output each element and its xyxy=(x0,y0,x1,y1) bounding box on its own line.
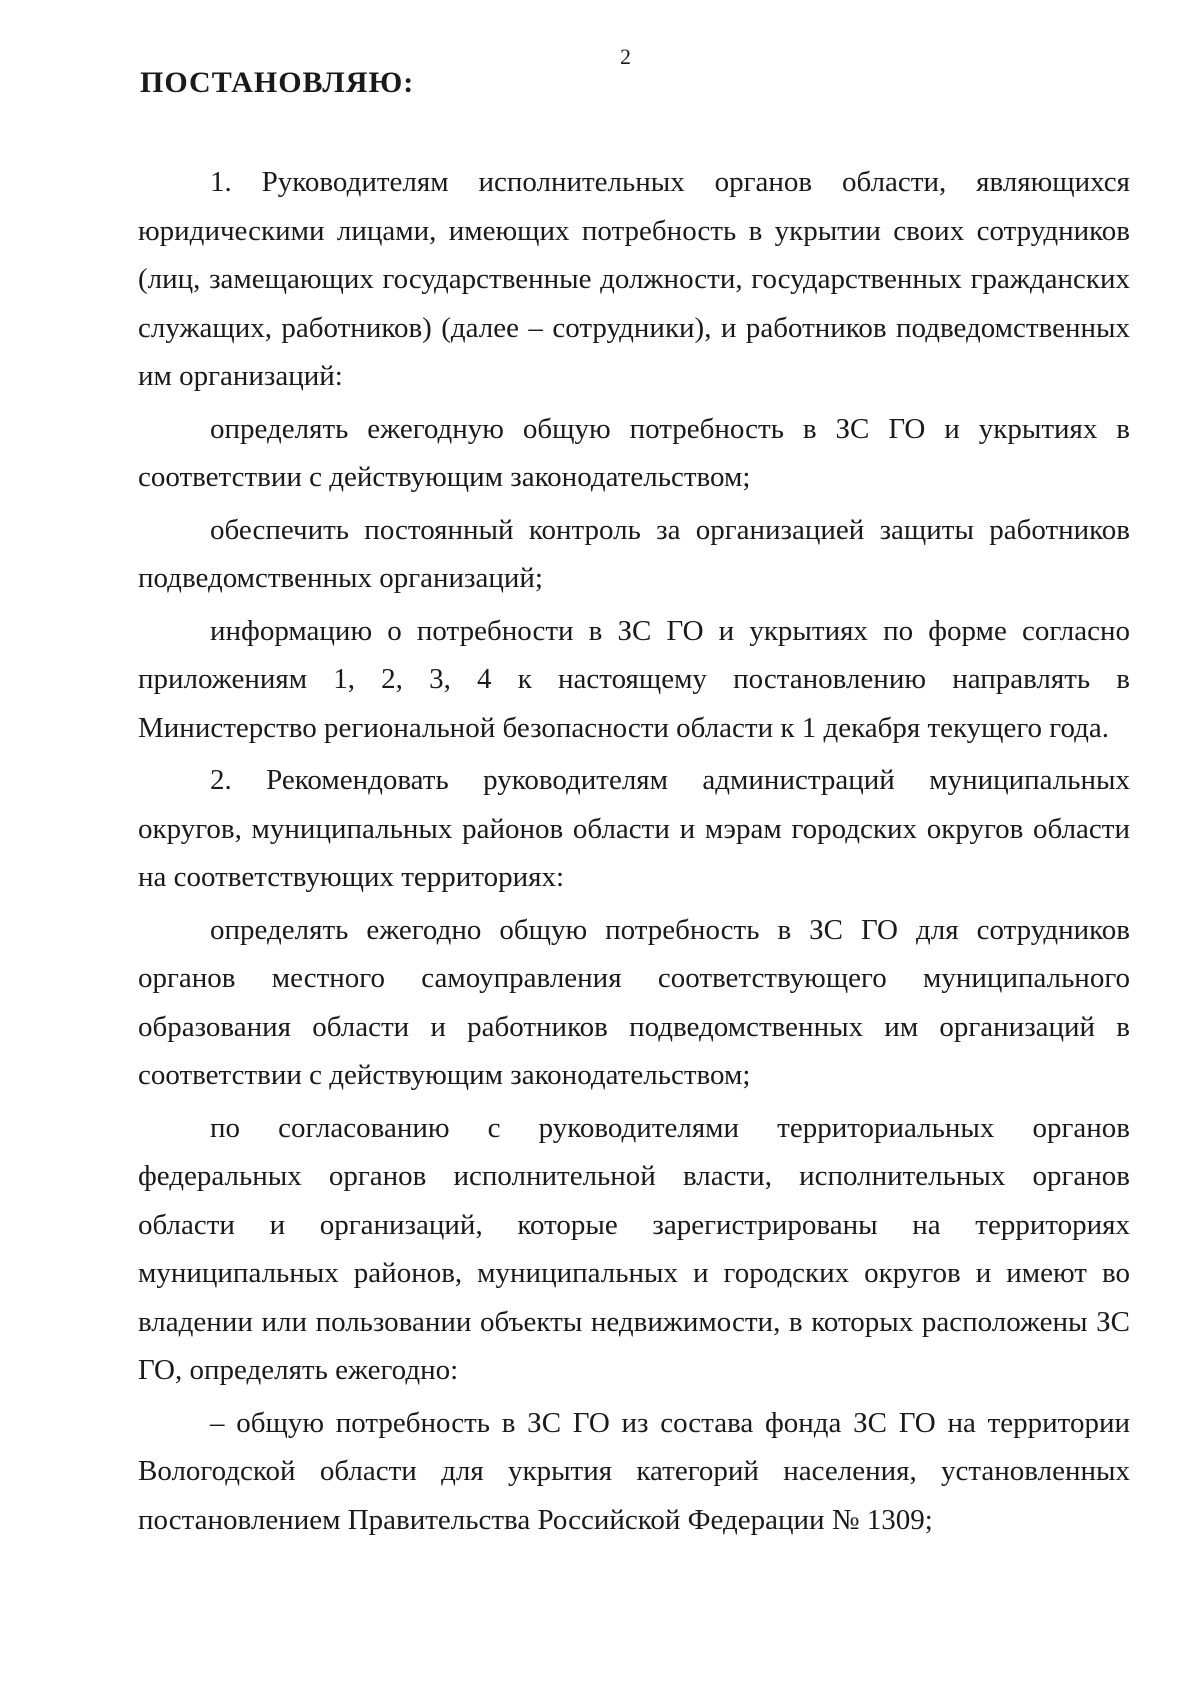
resolution-heading: ПОСТАНОВЛЯЮ: xyxy=(140,66,415,99)
paragraph-5: 2. Рекомендовать руководителям администраций муниципальных округов, муниципальных районов области и мэрам городских округов области на соответствующих территориях: xyxy=(138,764,1130,893)
document-body xyxy=(138,158,1130,1548)
paragraph-6: определять ежегодно общую потребность в ЗС ГО для сотрудников органов местного самоуправления соответствующего муниципального образования области и работников подведомственных им организаций в соответствии с действующим законодательством; xyxy=(138,913,1130,1091)
paragraph-4: информацию о потребности в ЗС ГО и укрытиях по форме согласно приложениям 1, 2, 3, 4 к настоящему постановлению направлять в Министерство региональной безопасности области к 1 декабря текущего года. xyxy=(138,614,1130,744)
paragraph-3: обеспечить постоянный контроль за организацией защиты работников подведомственных организаций; xyxy=(138,513,1130,594)
paragraph-8: – общую потребность в ЗС ГО из состава фонда ЗС ГО на территории Вологодской области для укрытия категорий населения, установленных постановлением Правительства Российской Федерации № 1309; xyxy=(138,1406,1130,1536)
paragraph-2: определять ежегодную общую потребность в ЗС ГО и укрытиях в соответствии с действующим законодательством; xyxy=(138,412,1130,493)
paragraph-1: 1. Руководителям исполнительных органов области, являющихся юридическими лицами, имеющих потребность в укрытии своих сотрудников (лиц, замещающих государственные должности, государственных гражданских служащих, работников) (далее – сотрудники), и работников подведомственных им организаций: xyxy=(138,166,1130,392)
page-number: 2 xyxy=(620,44,631,69)
paragraph-7: по согласованию с руководителями территориальных органов федеральных органов исполнительной власти, исполнительных органов области и организаций, которые зарегистрированы на территориях муниципальных районов, муниципальных и городских округов и имеют во владении или пользовании объекты недвижимости, в которых расположены ЗС ГО, определять ежегодно: xyxy=(138,1111,1130,1386)
